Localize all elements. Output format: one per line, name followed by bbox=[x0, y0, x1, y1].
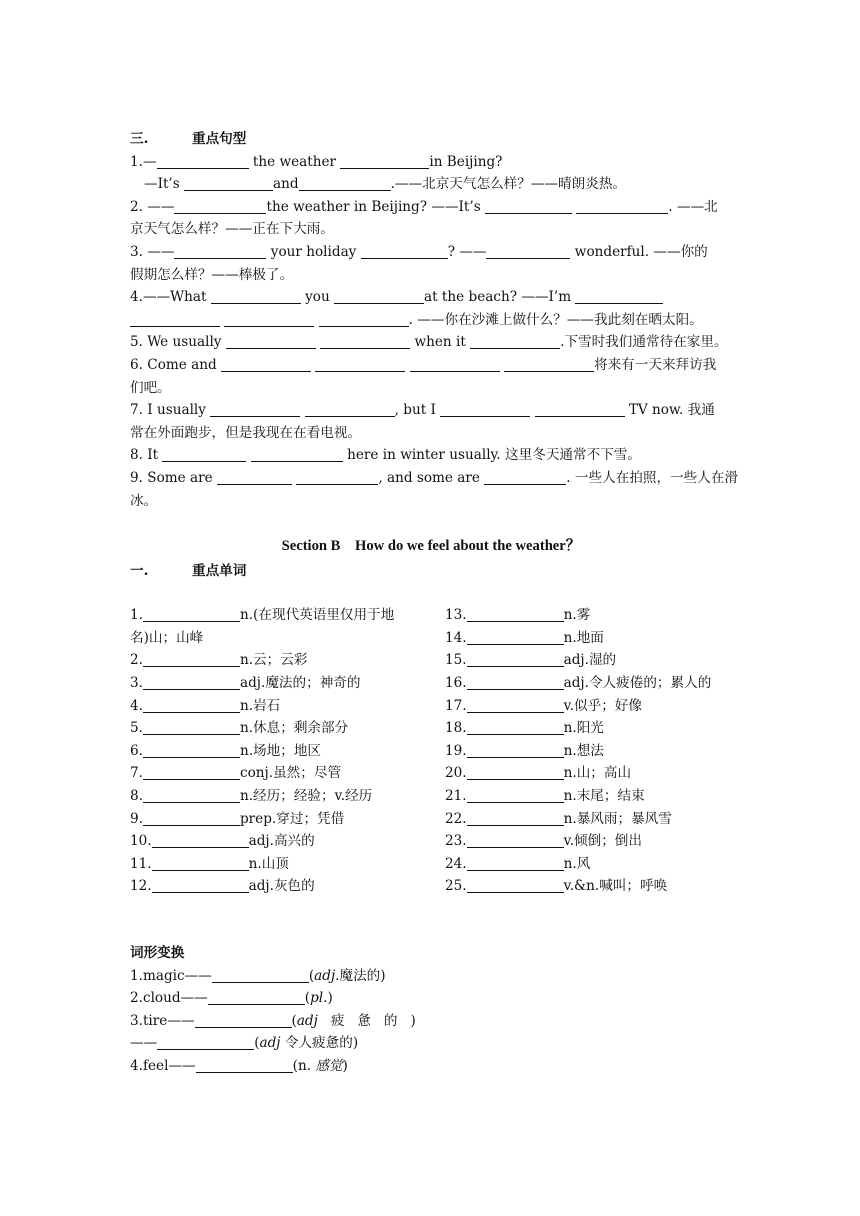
sentence-text: at the beach? ——I’m bbox=[424, 289, 576, 306]
vocab-item: 15. adj.湿的 bbox=[445, 652, 617, 669]
sentence-text: wonderful. ——你的 bbox=[570, 243, 708, 260]
blank[interactable] bbox=[208, 989, 305, 1005]
blank[interactable] bbox=[315, 356, 405, 372]
blank[interactable] bbox=[211, 288, 301, 304]
blank[interactable] bbox=[152, 855, 249, 871]
blank[interactable] bbox=[157, 1034, 254, 1050]
blank[interactable] bbox=[320, 333, 410, 349]
section-number: 三. bbox=[130, 131, 149, 147]
sentence-text: the weather in Beijing? ——It’s bbox=[266, 198, 486, 215]
sentence-text: —It’s bbox=[144, 176, 185, 193]
vocab-item: 17. v.似乎；好像 bbox=[445, 697, 642, 714]
vocab-item: 10. adj.高兴的 bbox=[130, 833, 315, 850]
vocab-item: 18. n.阳光 bbox=[445, 720, 604, 737]
vocab-item: 3. adj.魔法的；神奇的 bbox=[130, 675, 361, 692]
blank[interactable] bbox=[226, 333, 316, 349]
vocab-item: 24. n.风 bbox=[445, 855, 591, 872]
vocab-item: 2. n.云；云彩 bbox=[130, 652, 308, 669]
sentence-text: here in winter usually. 这里冬天通常不下雪。 bbox=[342, 447, 641, 464]
sentence-line bbox=[130, 399, 732, 422]
sentence-line bbox=[130, 196, 732, 219]
sentence-text: 假期怎么样？——棒极了。 bbox=[130, 266, 294, 283]
sentence-line bbox=[130, 467, 739, 490]
sentence-text: when it bbox=[410, 334, 471, 351]
blank[interactable] bbox=[467, 787, 564, 803]
sentence-line bbox=[130, 354, 732, 377]
vocab-item: 8. n.经历；经验；v.经历 bbox=[130, 788, 373, 805]
blank[interactable] bbox=[217, 469, 292, 485]
sentence-text: the weather bbox=[248, 153, 341, 170]
blank[interactable] bbox=[305, 401, 395, 417]
vocab-item: 20. n.山；高山 bbox=[445, 765, 632, 782]
blank[interactable] bbox=[467, 674, 564, 690]
blank[interactable] bbox=[184, 175, 273, 191]
blank[interactable] bbox=[143, 787, 240, 803]
blank[interactable] bbox=[467, 742, 564, 758]
vocab-item: 6. n.场地；地区 bbox=[130, 742, 322, 759]
sentence-text: 京天气怎么样？——正在下大雨。 bbox=[130, 221, 334, 238]
blank[interactable] bbox=[174, 243, 266, 259]
sentence-line bbox=[130, 377, 732, 400]
blank[interactable] bbox=[143, 651, 240, 667]
blank[interactable] bbox=[504, 356, 594, 372]
sentence-line bbox=[130, 173, 732, 196]
blank[interactable] bbox=[224, 311, 314, 327]
sentence-line bbox=[130, 264, 732, 287]
sentence-text: . 一些人在拍照，一些人在滑 bbox=[566, 469, 739, 486]
blank[interactable] bbox=[340, 153, 429, 169]
blank[interactable] bbox=[470, 333, 560, 349]
sentence-text: your holiday bbox=[266, 243, 361, 260]
vocab-item: 22. n.暴风雨；暴风雪 bbox=[445, 810, 672, 827]
blank[interactable] bbox=[251, 446, 343, 462]
wordform-line: 4.feel—— (n. 感觉) bbox=[130, 1057, 348, 1074]
vocab-item: 25. v.&n.喊叫；呼唤 bbox=[445, 878, 668, 895]
blank[interactable] bbox=[467, 606, 564, 622]
blank[interactable] bbox=[143, 764, 240, 780]
blank[interactable] bbox=[130, 311, 220, 327]
vocab-heading bbox=[130, 560, 732, 583]
blank[interactable] bbox=[467, 697, 564, 713]
sentence-line bbox=[130, 331, 732, 354]
sentence-text: 5. We usually bbox=[130, 334, 226, 351]
sentence-text: 8. It bbox=[130, 447, 163, 464]
vocab-column-left bbox=[130, 604, 445, 898]
sentence-text: . ——北 bbox=[668, 198, 718, 215]
vocab-item: 19. n.想法 bbox=[445, 742, 604, 759]
blank[interactable] bbox=[467, 764, 564, 780]
sentence-text: 1.— bbox=[130, 153, 157, 170]
wordform-line: 1.magic—— (adj.魔法的) bbox=[130, 967, 386, 984]
sentence-text: 2. —— bbox=[130, 198, 175, 215]
wordform-line: 3.tire—— (adj 疲 惫 的 ) bbox=[130, 1012, 416, 1029]
blank[interactable] bbox=[535, 401, 625, 417]
blank[interactable] bbox=[410, 356, 500, 372]
sentence-line bbox=[130, 218, 732, 241]
sentence-text: 7. I usually bbox=[130, 402, 211, 419]
sentence-text: .——北京天气怎么样？——晴朗炎热。 bbox=[390, 176, 627, 193]
blank[interactable] bbox=[467, 810, 564, 826]
section-b-title: Section B How do we feel about the weather？ bbox=[281, 538, 581, 555]
sentence-line bbox=[130, 286, 732, 309]
blank[interactable] bbox=[319, 311, 409, 327]
blank[interactable] bbox=[143, 674, 240, 690]
vocab-item: 名)山；山峰 bbox=[130, 629, 204, 646]
vocab-list bbox=[130, 604, 732, 898]
blank[interactable] bbox=[210, 401, 300, 417]
sentence-text: 冰。 bbox=[130, 492, 158, 509]
sentence-text: 6. Come and bbox=[130, 356, 222, 373]
section-number: 一. bbox=[130, 562, 149, 579]
blank[interactable] bbox=[143, 606, 240, 622]
section-title: 重点单词 bbox=[192, 562, 247, 579]
sentence-line bbox=[130, 241, 732, 264]
blank[interactable] bbox=[157, 153, 249, 169]
vocab-item: 14. n.地面 bbox=[445, 629, 604, 646]
blank[interactable] bbox=[467, 651, 564, 667]
blank[interactable] bbox=[467, 855, 564, 871]
vocab-item: 9. prep.穿过；凭借 bbox=[130, 810, 345, 827]
blank[interactable] bbox=[152, 877, 249, 893]
sentence-text: 4.——What bbox=[130, 289, 211, 306]
vocab-item: 16. adj.令人疲倦的；累人的 bbox=[445, 675, 712, 692]
blank[interactable] bbox=[467, 629, 564, 645]
vocab-item: 12. adj.灰色的 bbox=[130, 878, 315, 895]
blank[interactable] bbox=[143, 742, 240, 758]
sentence-text: .下雪时我们通常待在家里。 bbox=[560, 334, 728, 351]
blank[interactable] bbox=[485, 198, 572, 214]
vocab-item: 11. n.山顶 bbox=[130, 855, 289, 872]
blank[interactable] bbox=[143, 719, 240, 735]
blank[interactable] bbox=[576, 198, 668, 214]
section-heading bbox=[130, 128, 732, 151]
blank[interactable] bbox=[162, 446, 246, 462]
sentence-text: , but I bbox=[394, 402, 441, 419]
sentence-text: . ——你在沙滩上做什么？——我此刻在晒太阳。 bbox=[408, 311, 703, 328]
worksheet-page bbox=[130, 128, 739, 1078]
vocab-item: 13. n.雾 bbox=[445, 607, 591, 624]
sentence-text: 常在外面跑步，但是我现在在看电视。 bbox=[130, 424, 362, 441]
blank[interactable] bbox=[152, 832, 249, 848]
section-title: 重点句型 bbox=[192, 131, 247, 147]
vocab-item: 21. n.末尾；结束 bbox=[445, 788, 645, 805]
blank[interactable] bbox=[195, 1012, 292, 1028]
blank[interactable] bbox=[334, 288, 424, 304]
sentence-line bbox=[130, 309, 732, 332]
sentence-line bbox=[130, 422, 732, 445]
vocab-column-right bbox=[445, 604, 732, 898]
blank[interactable] bbox=[143, 810, 240, 826]
blank[interactable] bbox=[212, 967, 309, 983]
blank[interactable] bbox=[486, 243, 570, 259]
sentence-line bbox=[130, 151, 732, 174]
sentence-text: 9. Some are bbox=[130, 469, 218, 486]
sentence-text: 3. —— bbox=[130, 243, 175, 260]
vocab-item: 7. conj.虽然；尽管 bbox=[130, 765, 342, 782]
blank[interactable] bbox=[467, 877, 564, 893]
wordforms-heading: 词形变换 bbox=[130, 945, 185, 961]
sentence-text: in Beijing? bbox=[429, 153, 503, 170]
vocab-item: 23. v.倾倒；倒出 bbox=[445, 833, 642, 850]
wordform-line: 2.cloud—— (pl.) bbox=[130, 990, 333, 1007]
sentence-text: , and some are bbox=[378, 469, 485, 486]
blank[interactable] bbox=[467, 719, 564, 735]
vocab-item: 1. n.(在现代英语里仅用于地 bbox=[130, 607, 395, 624]
sentence-line bbox=[130, 490, 732, 513]
sentence-text: and bbox=[273, 176, 299, 193]
blank[interactable] bbox=[440, 401, 530, 417]
blank[interactable] bbox=[174, 198, 266, 214]
wordform-line: —— (adj 令人疲惫的) bbox=[130, 1035, 359, 1052]
blank[interactable] bbox=[196, 1057, 293, 1073]
sentence-text: ? —— bbox=[447, 243, 487, 260]
sentence-text: 将来有一天来拜访我 bbox=[594, 356, 717, 373]
blank[interactable] bbox=[143, 697, 240, 713]
blank[interactable] bbox=[221, 356, 311, 372]
blank[interactable] bbox=[484, 469, 566, 485]
blank[interactable] bbox=[575, 288, 663, 304]
blank[interactable] bbox=[361, 243, 448, 259]
sentence-text: you bbox=[300, 289, 335, 306]
blank[interactable] bbox=[296, 469, 378, 485]
sentence-text: 们吧。 bbox=[130, 379, 171, 396]
blank[interactable] bbox=[467, 832, 564, 848]
vocab-item: 5. n.休息；剩余部分 bbox=[130, 720, 349, 737]
vocab-item: 4. n.岩石 bbox=[130, 697, 281, 714]
blank[interactable] bbox=[299, 175, 391, 191]
sentence-text: TV now. 我通 bbox=[624, 402, 715, 419]
sentence-line bbox=[130, 444, 732, 467]
